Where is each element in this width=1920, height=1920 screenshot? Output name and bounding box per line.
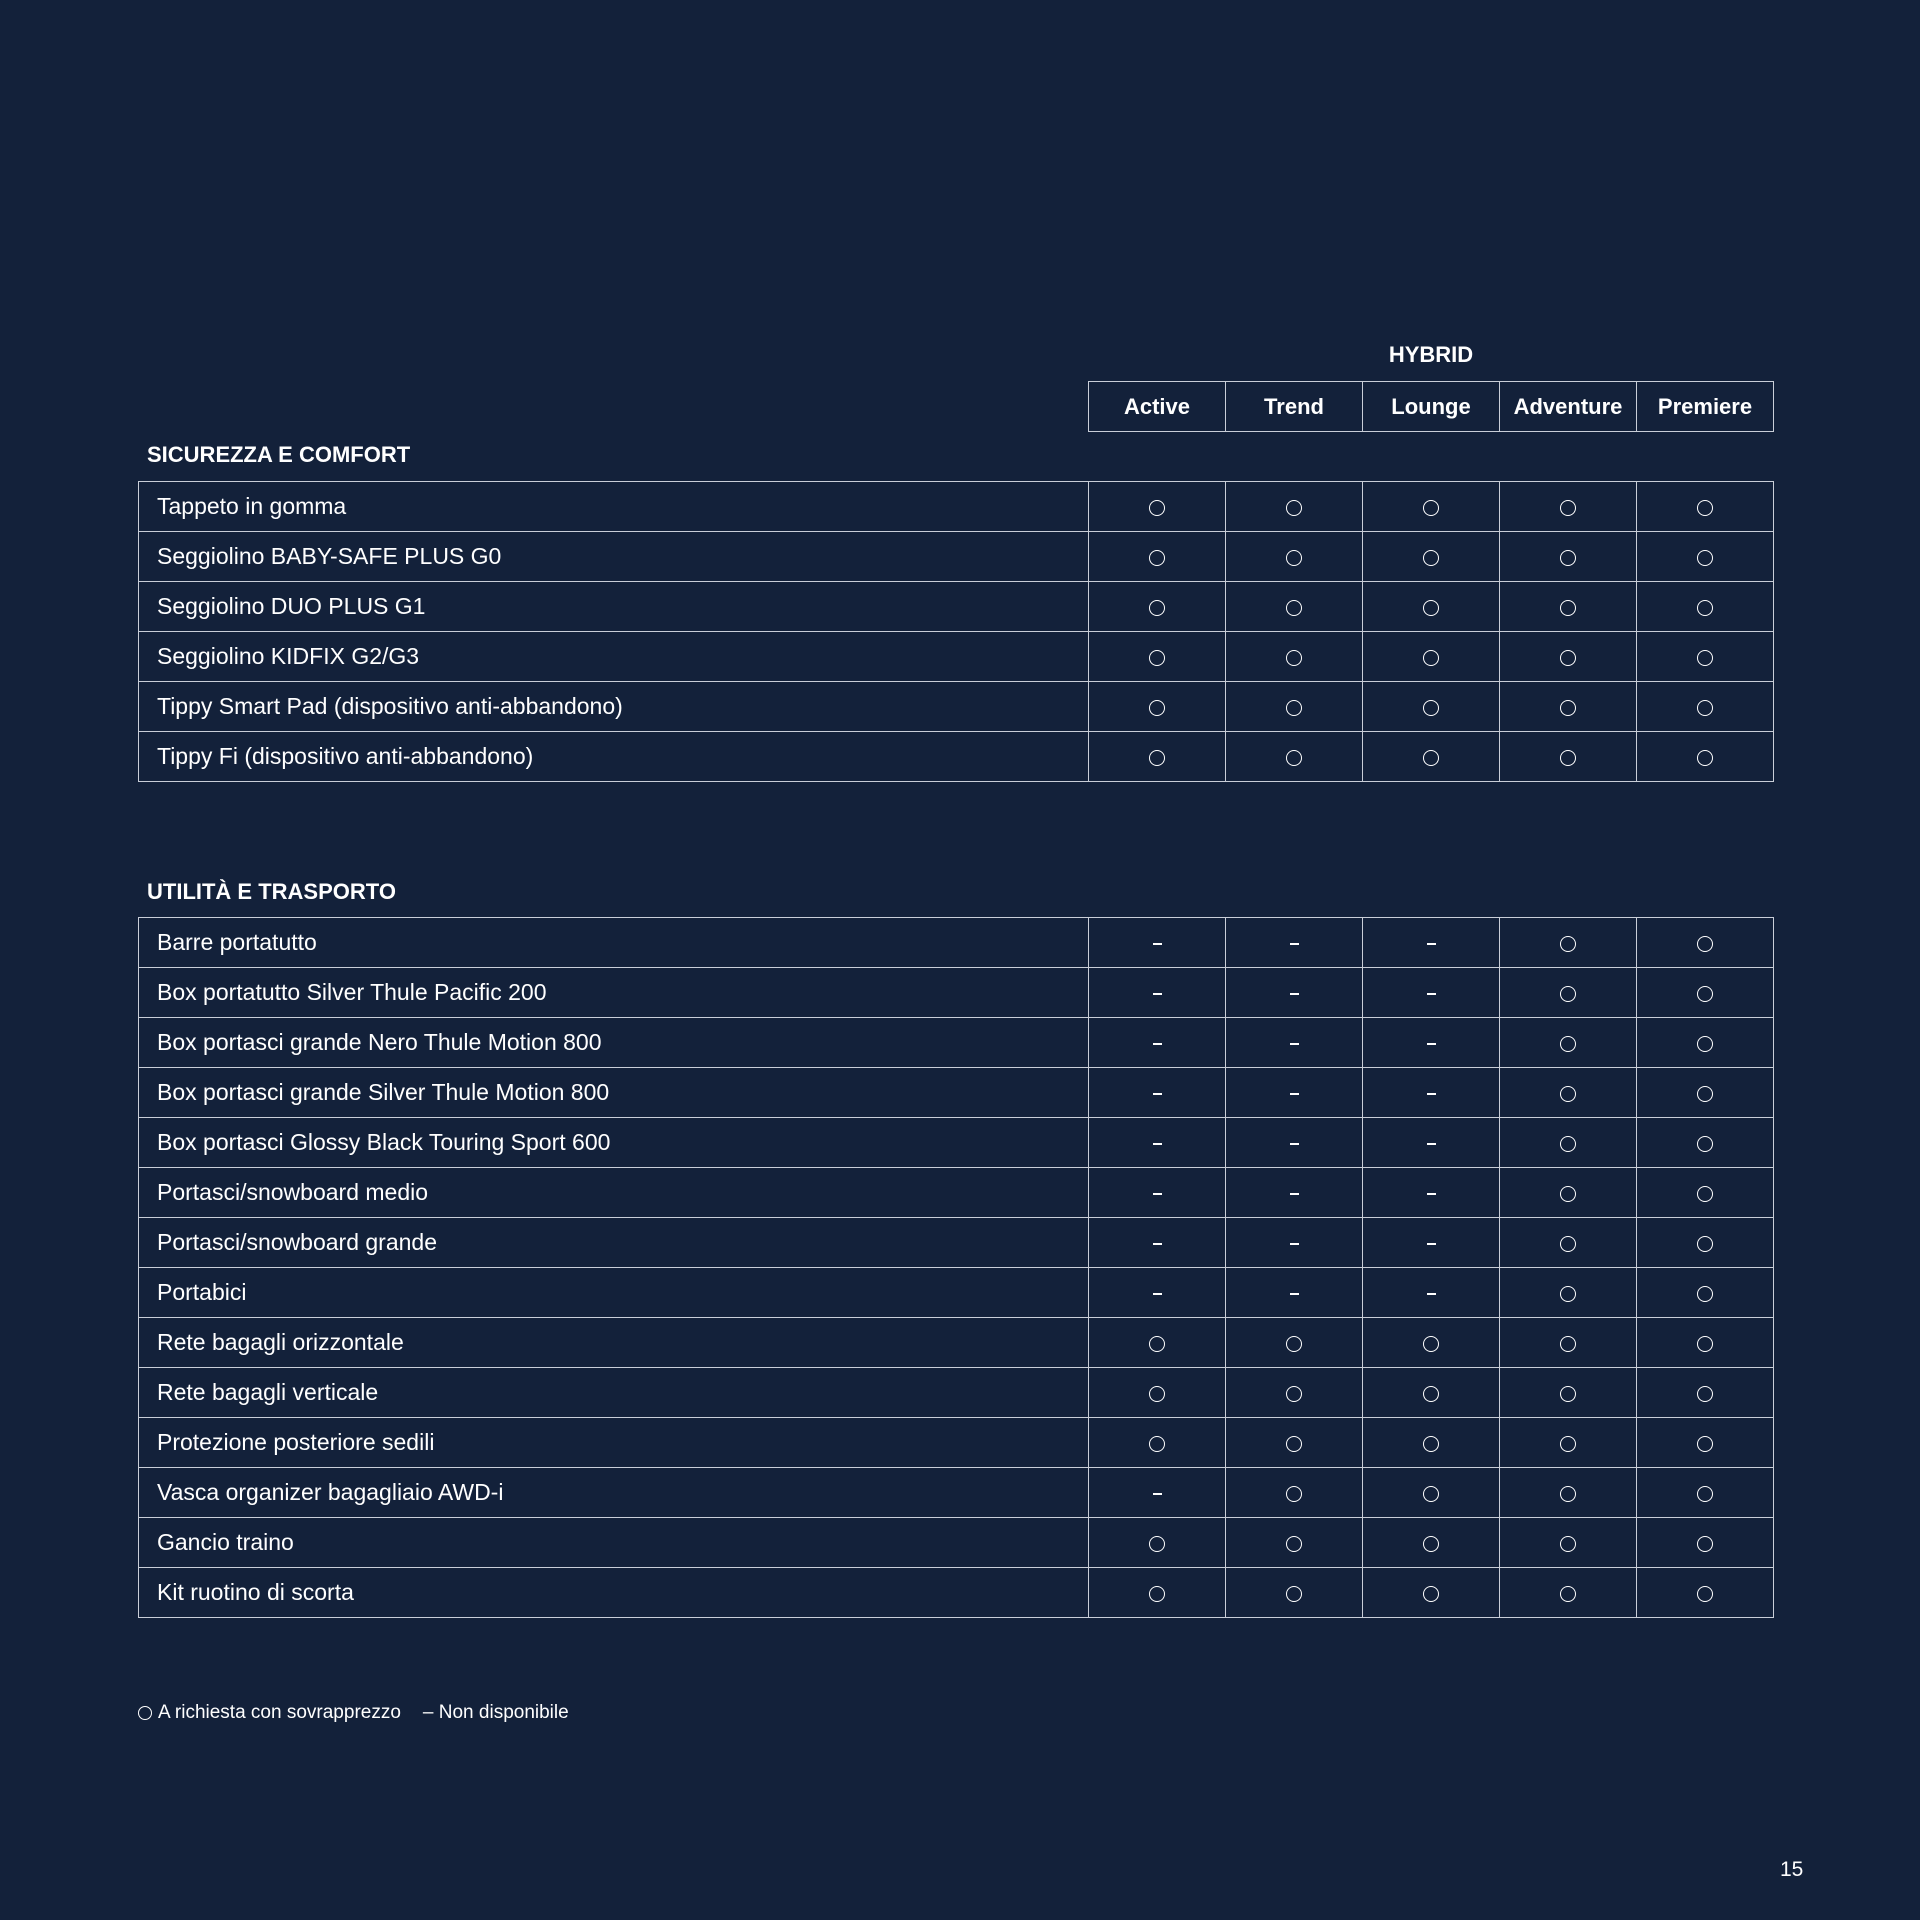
availability-cell — [1226, 732, 1363, 782]
dash-icon — [1153, 993, 1162, 995]
availability-cell — [1363, 532, 1500, 582]
circle-outline-icon — [1423, 600, 1439, 616]
availability-cell — [1500, 1518, 1637, 1568]
availability-cell — [1363, 1468, 1500, 1518]
availability-cell — [1500, 1268, 1637, 1318]
table-utilita-trasporto — [138, 917, 1774, 1618]
availability-cell — [1500, 732, 1637, 782]
circle-outline-icon — [1149, 1436, 1165, 1452]
availability-cell — [1500, 532, 1637, 582]
circle-outline-icon — [1423, 1386, 1439, 1402]
circle-outline-icon — [1697, 1336, 1713, 1352]
availability-cell — [1500, 1018, 1637, 1068]
circle-outline-icon — [1149, 550, 1165, 566]
circle-outline-icon — [1697, 1436, 1713, 1452]
availability-cell — [1226, 1418, 1363, 1468]
availability-cell — [1089, 532, 1226, 582]
availability-cell — [1637, 482, 1774, 532]
availability-cell — [1500, 1218, 1637, 1268]
circle-outline-icon — [1423, 1536, 1439, 1552]
availability-cell — [1500, 918, 1637, 968]
availability-cell — [1363, 1318, 1500, 1368]
availability-cell — [1089, 682, 1226, 732]
availability-cell — [1226, 1068, 1363, 1118]
circle-outline-icon — [1423, 1586, 1439, 1602]
circle-outline-icon — [1560, 986, 1576, 1002]
availability-cell — [1363, 1218, 1500, 1268]
availability-cell — [1637, 1268, 1774, 1318]
circle-outline-icon — [1286, 500, 1302, 516]
availability-cell — [1226, 1468, 1363, 1518]
availability-cell — [1089, 1068, 1226, 1118]
dash-icon — [1290, 943, 1299, 945]
trim-header-adventure: Adventure — [1500, 382, 1637, 432]
circle-outline-icon — [1560, 700, 1576, 716]
circle-outline-icon — [1423, 750, 1439, 766]
availability-cell — [1226, 918, 1363, 968]
table-row — [139, 1018, 1774, 1068]
circle-outline-icon — [1697, 1386, 1713, 1402]
feature-label: Box portatutto Silver Thule Pacific 200 — [139, 968, 1089, 1018]
circle-outline-icon — [1423, 500, 1439, 516]
availability-cell — [1089, 1018, 1226, 1068]
availability-cell — [1089, 1418, 1226, 1468]
availability-cell — [1226, 532, 1363, 582]
feature-label: Box portasci grande Silver Thule Motion 800 — [139, 1068, 1089, 1118]
circle-outline-icon — [1423, 1336, 1439, 1352]
table-sicurezza-comfort — [138, 481, 1774, 782]
availability-cell — [1226, 582, 1363, 632]
circle-outline-icon — [1286, 1586, 1302, 1602]
availability-cell — [1500, 1368, 1637, 1418]
table-row — [139, 482, 1774, 532]
circle-outline-icon — [1423, 550, 1439, 566]
availability-cell — [1363, 632, 1500, 682]
availability-cell — [1637, 1468, 1774, 1518]
feature-label: Portasci/snowboard grande — [139, 1218, 1089, 1268]
circle-outline-icon — [1286, 1536, 1302, 1552]
availability-cell — [1363, 1018, 1500, 1068]
availability-cell — [1363, 682, 1500, 732]
feature-label: Portabici — [139, 1268, 1089, 1318]
table-row — [139, 632, 1774, 682]
availability-cell — [1089, 918, 1226, 968]
feature-label: Box portasci Glossy Black Touring Sport 600 — [139, 1118, 1089, 1168]
feature-label: Tappeto in gomma — [139, 482, 1089, 532]
dash-icon — [1153, 943, 1162, 945]
circle-outline-icon — [1423, 1486, 1439, 1502]
circle-outline-icon — [1149, 650, 1165, 666]
feature-label: Protezione posteriore sedili — [139, 1418, 1089, 1468]
availability-cell — [1089, 1368, 1226, 1418]
circle-outline-icon — [1697, 550, 1713, 566]
availability-cell — [1500, 1118, 1637, 1168]
circle-outline-icon — [1286, 550, 1302, 566]
table-row — [139, 1068, 1774, 1118]
circle-outline-icon — [1560, 1136, 1576, 1152]
circle-outline-icon — [138, 1706, 152, 1720]
circle-outline-icon — [1560, 650, 1576, 666]
trims-header — [1088, 381, 1774, 432]
availability-cell — [1226, 1018, 1363, 1068]
availability-cell — [1500, 1068, 1637, 1118]
circle-outline-icon — [1697, 986, 1713, 1002]
circle-outline-icon — [1286, 1336, 1302, 1352]
availability-cell — [1089, 482, 1226, 532]
circle-outline-icon — [1697, 600, 1713, 616]
circle-outline-icon — [1149, 1386, 1165, 1402]
availability-cell — [1089, 1518, 1226, 1568]
circle-outline-icon — [1149, 700, 1165, 716]
circle-outline-icon — [1560, 750, 1576, 766]
circle-outline-icon — [1286, 1436, 1302, 1452]
dash-icon — [1153, 1143, 1162, 1145]
availability-cell — [1089, 1468, 1226, 1518]
table-row — [139, 1168, 1774, 1218]
availability-cell — [1500, 682, 1637, 732]
circle-outline-icon — [1560, 600, 1576, 616]
circle-outline-icon — [1697, 1086, 1713, 1102]
circle-outline-icon — [1560, 1236, 1576, 1252]
trim-header-premiere: Premiere — [1637, 382, 1774, 432]
availability-cell — [1637, 968, 1774, 1018]
dash-icon — [1427, 1193, 1436, 1195]
circle-outline-icon — [1560, 550, 1576, 566]
circle-outline-icon — [1149, 1536, 1165, 1552]
feature-label: Seggiolino DUO PLUS G1 — [139, 582, 1089, 632]
circle-outline-icon — [1149, 600, 1165, 616]
availability-cell — [1637, 582, 1774, 632]
dash-icon — [1427, 1043, 1436, 1045]
availability-cell — [1226, 1318, 1363, 1368]
circle-outline-icon — [1560, 1186, 1576, 1202]
dash-icon — [1427, 1093, 1436, 1095]
feature-label: Rete bagagli verticale — [139, 1368, 1089, 1418]
circle-outline-icon — [1149, 1336, 1165, 1352]
feature-label: Kit ruotino di scorta — [139, 1568, 1089, 1618]
availability-cell — [1089, 968, 1226, 1018]
table-row — [139, 1368, 1774, 1418]
feature-label: Gancio traino — [139, 1518, 1089, 1568]
availability-cell — [1500, 968, 1637, 1018]
availability-cell — [1363, 1168, 1500, 1218]
availability-cell — [1637, 918, 1774, 968]
circle-outline-icon — [1697, 750, 1713, 766]
availability-cell — [1637, 1118, 1774, 1168]
dash-icon — [1290, 1043, 1299, 1045]
circle-outline-icon — [1697, 650, 1713, 666]
trim-header-trend: Trend — [1226, 382, 1363, 432]
circle-outline-icon — [1697, 1186, 1713, 1202]
table-row — [139, 1118, 1774, 1168]
availability-cell — [1363, 1268, 1500, 1318]
availability-cell — [1637, 1018, 1774, 1068]
dash-icon — [1290, 1143, 1299, 1145]
availability-cell — [1226, 1118, 1363, 1168]
dash-icon — [1427, 1293, 1436, 1295]
circle-outline-icon — [1560, 500, 1576, 516]
circle-outline-icon — [1697, 1286, 1713, 1302]
availability-cell — [1637, 1568, 1774, 1618]
table-row — [139, 582, 1774, 632]
dash-icon — [1153, 1293, 1162, 1295]
availability-cell — [1637, 1518, 1774, 1568]
circle-outline-icon — [1697, 936, 1713, 952]
section-title-sicurezza: SICUREZZA E COMFORT — [147, 442, 411, 467]
availability-cell — [1500, 1418, 1637, 1468]
availability-cell — [1226, 1268, 1363, 1318]
availability-cell — [1226, 1168, 1363, 1218]
availability-cell — [1500, 1318, 1637, 1368]
table-row — [139, 532, 1774, 582]
dash-icon — [1153, 1493, 1162, 1495]
availability-cell — [1637, 1318, 1774, 1368]
circle-outline-icon — [1286, 650, 1302, 666]
table-row — [139, 1418, 1774, 1468]
circle-outline-icon — [1423, 700, 1439, 716]
availability-cell — [1500, 1568, 1637, 1618]
dash-icon — [1290, 993, 1299, 995]
dash-icon — [1427, 1143, 1436, 1145]
trims-header-row — [1089, 382, 1774, 432]
availability-cell — [1363, 1418, 1500, 1468]
circle-outline-icon — [1697, 1136, 1713, 1152]
table-row — [139, 1318, 1774, 1368]
legend-unavailable-text: Non disponibile — [438, 1702, 569, 1723]
availability-cell — [1226, 1568, 1363, 1618]
circle-outline-icon — [1286, 700, 1302, 716]
availability-cell — [1363, 1068, 1500, 1118]
circle-outline-icon — [1560, 1286, 1576, 1302]
circle-outline-icon — [1697, 500, 1713, 516]
availability-cell — [1226, 632, 1363, 682]
trim-header-active: Active — [1089, 382, 1226, 432]
availability-cell — [1500, 582, 1637, 632]
table-row — [139, 1218, 1774, 1268]
hybrid-group-label: HYBRID — [1388, 342, 1474, 367]
circle-outline-icon — [1149, 500, 1165, 516]
dash-icon — [1153, 1093, 1162, 1095]
table-row — [139, 1268, 1774, 1318]
availability-cell — [1363, 732, 1500, 782]
page-number: 15 — [1780, 1858, 1804, 1881]
legend — [138, 1702, 569, 1724]
availability-cell — [1089, 732, 1226, 782]
availability-cell — [1226, 968, 1363, 1018]
dash-icon — [1427, 1243, 1436, 1245]
circle-outline-icon — [1423, 650, 1439, 666]
availability-cell — [1363, 482, 1500, 532]
availability-cell — [1363, 1368, 1500, 1418]
table-row — [139, 732, 1774, 782]
circle-outline-icon — [1286, 750, 1302, 766]
availability-cell — [1226, 682, 1363, 732]
circle-outline-icon — [1697, 700, 1713, 716]
availability-cell — [1637, 1218, 1774, 1268]
circle-outline-icon — [1423, 1436, 1439, 1452]
availability-cell — [1089, 1268, 1226, 1318]
feature-label: Seggiolino BABY-SAFE PLUS G0 — [139, 532, 1089, 582]
dash-icon — [1290, 1293, 1299, 1295]
feature-label: Tippy Smart Pad (dispositivo anti-abbandono) — [139, 682, 1089, 732]
legend-optional-text: A richiesta con sovrapprezzo — [158, 1702, 401, 1723]
feature-label: Barre portatutto — [139, 918, 1089, 968]
feature-label: Box portasci grande Nero Thule Motion 800 — [139, 1018, 1089, 1068]
table-row — [139, 1518, 1774, 1568]
circle-outline-icon — [1697, 1036, 1713, 1052]
availability-cell — [1637, 532, 1774, 582]
availability-cell — [1089, 582, 1226, 632]
availability-cell — [1226, 1218, 1363, 1268]
availability-cell — [1500, 1168, 1637, 1218]
availability-cell — [1226, 1368, 1363, 1418]
circle-outline-icon — [1286, 1486, 1302, 1502]
circle-outline-icon — [1560, 1536, 1576, 1552]
circle-outline-icon — [1560, 1486, 1576, 1502]
feature-label: Tippy Fi (dispositivo anti-abbandono) — [139, 732, 1089, 782]
availability-cell — [1089, 1168, 1226, 1218]
table-row — [139, 1568, 1774, 1618]
table-row — [139, 968, 1774, 1018]
dash-icon — [1153, 1243, 1162, 1245]
availability-cell — [1637, 732, 1774, 782]
feature-label: Vasca organizer bagagliaio AWD-i — [139, 1468, 1089, 1518]
availability-cell — [1637, 1418, 1774, 1468]
circle-outline-icon — [1697, 1536, 1713, 1552]
dash-icon — [1290, 1243, 1299, 1245]
dash-icon — [1153, 1193, 1162, 1195]
availability-cell — [1089, 1218, 1226, 1268]
circle-outline-icon — [1697, 1586, 1713, 1602]
availability-cell — [1637, 1068, 1774, 1118]
availability-cell — [1089, 1568, 1226, 1618]
availability-cell — [1637, 682, 1774, 732]
table-row — [139, 918, 1774, 968]
circle-outline-icon — [1560, 1036, 1576, 1052]
section-title-utilita: UTILITÀ E TRASPORTO — [147, 879, 396, 904]
circle-outline-icon — [1560, 1386, 1576, 1402]
circle-outline-icon — [1697, 1236, 1713, 1252]
availability-cell — [1363, 1518, 1500, 1568]
dash-icon — [1427, 993, 1436, 995]
availability-cell — [1089, 1318, 1226, 1368]
availability-cell — [1089, 632, 1226, 682]
dash-icon — [1290, 1193, 1299, 1195]
circle-outline-icon — [1697, 1486, 1713, 1502]
availability-cell — [1226, 482, 1363, 532]
availability-cell — [1363, 968, 1500, 1018]
circle-outline-icon — [1560, 1586, 1576, 1602]
availability-cell — [1637, 1368, 1774, 1418]
availability-cell — [1089, 1118, 1226, 1168]
feature-label: Portasci/snowboard medio — [139, 1168, 1089, 1218]
circle-outline-icon — [1286, 600, 1302, 616]
availability-cell — [1500, 632, 1637, 682]
table-row — [139, 1468, 1774, 1518]
dash-icon — [1153, 1043, 1162, 1045]
circle-outline-icon — [1149, 1586, 1165, 1602]
availability-cell — [1637, 1168, 1774, 1218]
availability-cell — [1226, 1518, 1363, 1568]
circle-outline-icon — [1560, 1086, 1576, 1102]
circle-outline-icon — [1560, 1436, 1576, 1452]
availability-cell — [1500, 482, 1637, 532]
circle-outline-icon — [1560, 936, 1576, 952]
availability-cell — [1363, 918, 1500, 968]
circle-outline-icon — [1286, 1386, 1302, 1402]
dash-icon: – — [422, 1702, 439, 1723]
feature-label: Seggiolino KIDFIX G2/G3 — [139, 632, 1089, 682]
availability-cell — [1363, 582, 1500, 632]
availability-cell — [1500, 1468, 1637, 1518]
feature-label: Rete bagagli orizzontale — [139, 1318, 1089, 1368]
dash-icon — [1290, 1093, 1299, 1095]
availability-cell — [1637, 632, 1774, 682]
availability-cell — [1363, 1118, 1500, 1168]
dash-icon — [1427, 943, 1436, 945]
trim-header-lounge: Lounge — [1363, 382, 1500, 432]
circle-outline-icon — [1149, 750, 1165, 766]
circle-outline-icon — [1560, 1336, 1576, 1352]
availability-cell — [1363, 1568, 1500, 1618]
table-row — [139, 682, 1774, 732]
